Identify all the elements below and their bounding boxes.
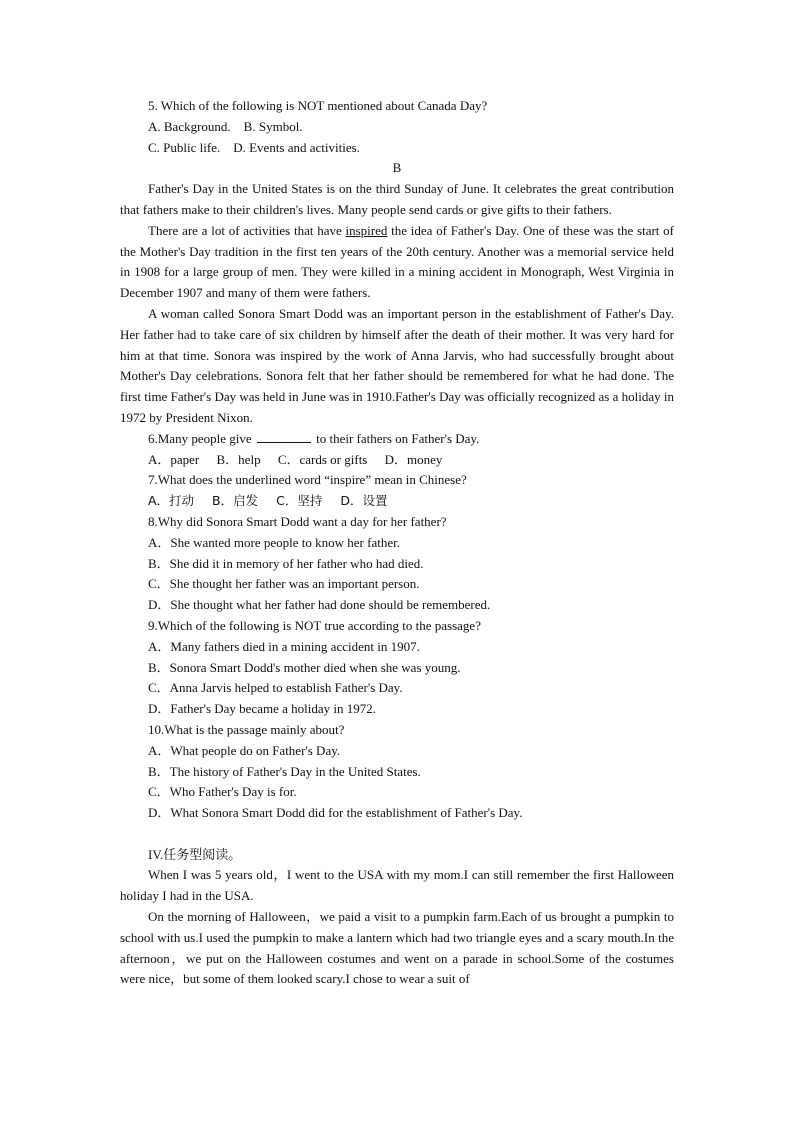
q6-option-a: A．paper [148, 451, 200, 467]
q7-option-c: C．坚持 [276, 493, 323, 509]
q10-option-b: B．The history of Father's Day in the United States. [148, 763, 421, 779]
q9-stem: 9.Which of the following is NOT true according to the passage? [148, 617, 481, 633]
q9-option-c: C．Anna Jarvis helped to establish Father's Day. [148, 680, 403, 696]
q7-options [120, 491, 674, 512]
passage-b-paragraph-2 [120, 221, 674, 304]
q6-option-d: D．money [384, 451, 443, 467]
q8-option-b: B．She did it in memory of her father who had died. [148, 555, 424, 571]
passage-iv-paragraph-1: When I was 5 years old，I went to the USA with my mom.I can still remember the first Halloween holiday I had in the USA. [120, 867, 674, 904]
q5-options-row-1: A. Background. B. Symbol. [148, 118, 303, 134]
q9-option-b: B．Sonora Smart Dodd's mother died when she was young. [148, 659, 461, 675]
q6-stem [120, 429, 674, 450]
q8-option-c: C．She thought her father was an important person. [148, 576, 420, 592]
q8-option-a: A．She wanted more people to know her father. [148, 534, 400, 550]
para2-text-before: There are a lot of activities that have [148, 222, 346, 238]
q5-options-row-2: C. Public life. D. Events and activities. [148, 139, 360, 155]
para2-text-after: the idea of Father's Day. One of these was the start of the Mother's Day tradition in the first ten years of the 20th century. Another was a memorial service held in 1908 for a large group of men. They were killed in a mining accident in Monograph, West Virginia in December 1907 and many of them were fathers. [120, 222, 674, 301]
q7-option-a: A．打动 [148, 493, 195, 509]
q5-stem: 5. Which of the following is NOT mentioned about Canada Day? [148, 98, 488, 113]
q10-option-d: D．What Sonora Smart Dodd did for the establishment of Father's Day. [148, 805, 523, 821]
q8-option-d: D．She thought what her father had done should be remembered. [148, 597, 491, 613]
q6-option-b: B．help [216, 451, 261, 467]
q7-option-d: D．设置 [340, 493, 388, 509]
q9-option-a: A．Many fathers died in a mining accident in 1907. [148, 638, 420, 654]
q10-option-c: C．Who Father's Day is for. [148, 784, 297, 800]
passage-iv-paragraph-2: On the morning of Halloween，we paid a visit to a pumpkin farm.Each of us brought a pumpkin to school with us.I used the pumpkin to make a lantern which had two triangle eyes and a scary mouth.In the afternoon，we put on the Halloween costumes and went on a parade in school.Some of the costumes were nice，but some of them looked scary.I chose to wear a suit of [120, 909, 674, 987]
q7-option-b: B．启发 [212, 493, 259, 509]
q6-stem-before: 6.Many people give [148, 430, 252, 446]
passage-b-paragraph-3: A woman called Sonora Smart Dodd was an important person in the establishment of Father's Day. Her father had to take care of six children by himself after the death of their mother. It was very hard for him at that time. Sonora was inspired by the work of Anna Jarvis, who had successfully brought about Mother's Day celebrations. Sonora felt that her father should be remembered for what he had done. The first time Father's Day was held in June was in 1910.Father's Day was officially recognized as a holiday in 1972 by President Nixon. [120, 305, 674, 425]
passage-b-paragraph-1: Father's Day in the United States is on the third Sunday of June. It celebrates the great contribution that fathers make to their children's lives. Many people send cards or give gifts to their fathers. [120, 181, 674, 217]
q6-options [120, 450, 674, 471]
q10-stem: 10.What is the passage mainly about? [148, 721, 345, 737]
q6-option-c: C．cards or gifts [277, 451, 368, 467]
section-iv-heading: IV.任务型阅读。 [148, 846, 242, 862]
q10-option-a: A．What people do on Father's Day. [148, 742, 341, 758]
underlined-word-inspired: inspired [345, 222, 388, 238]
section-b-label: B [392, 160, 402, 176]
q8-stem: 8.Why did Sonora Smart Dodd want a day for her father? [148, 513, 447, 529]
q9-option-d: D．Father's Day became a holiday in 1972. [148, 701, 376, 717]
q6-stem-after: to their fathers on Father's Day. [316, 430, 480, 446]
page-content [120, 96, 674, 990]
section-spacer [120, 824, 674, 845]
q7-stem: 7.What does the underlined word “inspire” mean in Chinese? [148, 472, 467, 488]
answer-blank [257, 429, 311, 443]
